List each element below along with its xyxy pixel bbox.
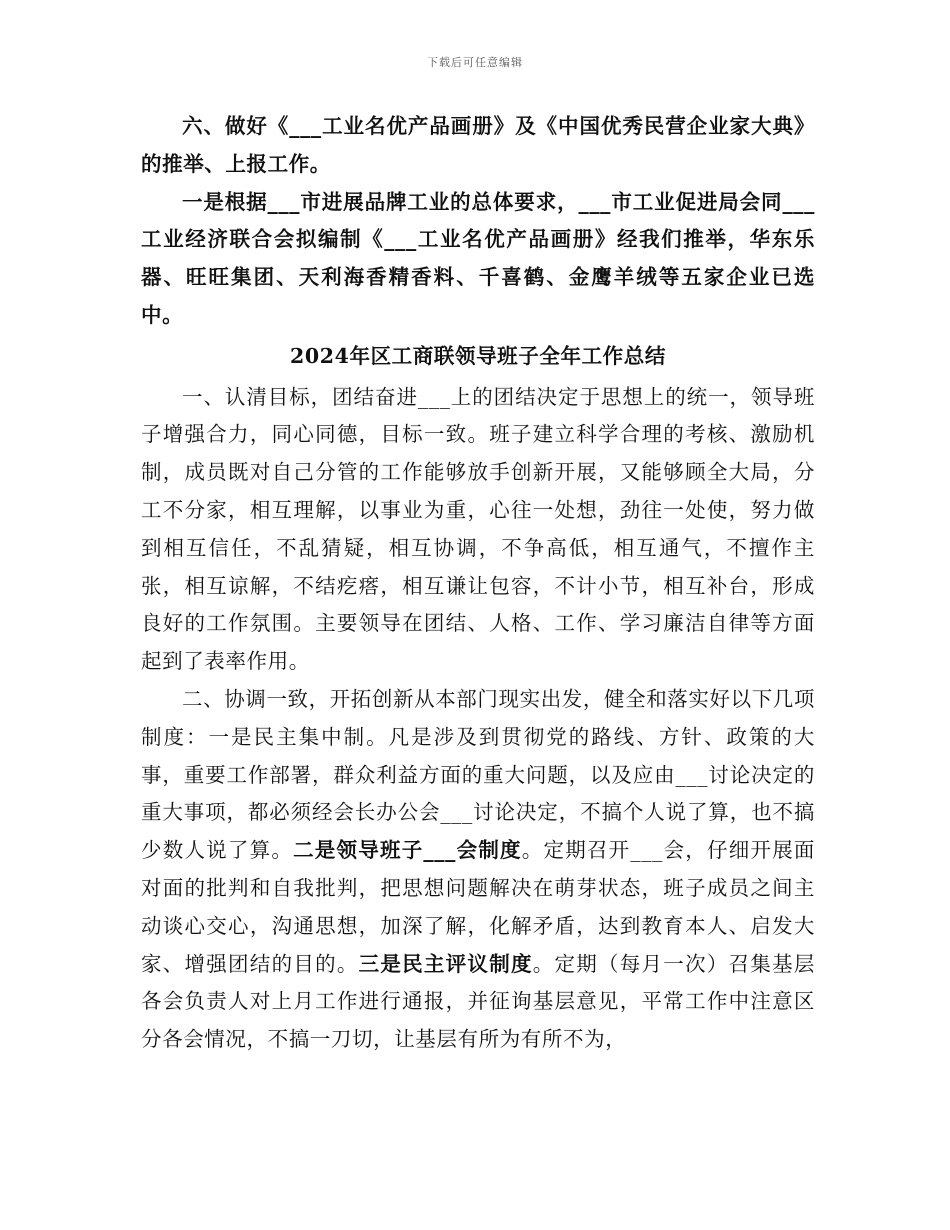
page-header: 下载后可任意编辑: [427, 56, 523, 69]
summary-title: 2024年区工商联领导班子全年工作总结: [290, 343, 666, 368]
paragraph-2-text-b: 。定期召开___会，仔细开展面对面的批判和自我批判，把思想问题解决在萌芽状态，班子成员之间主动谈心交心，沟通思想，加深了解，化解矛盾，达到教育本人、启发大家、增强团结的目的。: [141, 838, 816, 976]
paragraph-2-text-a: 二、协调一致，开拓创新从本部门现实出发，健全和落实好以下几项制度：一是民主集中制。凡是涉及到贯彻党的路线、方针、政策的大事，重要工作部署，群众利益方面的重大问题，以及应由___讨论决定的重大事项，都必须经会长办公会___讨论决定，不搞个人说了算，也不搞少数人说了算。: [141, 686, 815, 863]
section-six-paragraph: 一是根据___市进展品牌工业的总体要求，___市工业促进局会同___工业经济联合会拟编制《___工业名优产品画册》经我们推举，华东乐器、旺旺集团、天利海香精香料、千喜鹤、金鹰羊绒等五家企业已选中。: [141, 189, 815, 327]
summary-paragraph-2: [141, 681, 815, 1059]
paragraph-2-text-c: 。定期（每月一次）召集基层各会负责人对上月工作进行通报，并征询基层意见，平常工作中注意区分各会情况，不搞一刀切，让基层有所为有所不为，: [141, 951, 815, 1052]
paragraph-2-bold-b: 三是民主评议制度: [358, 951, 533, 976]
summary-paragraph-1: 一、认清目标，团结奋进___上的团结决定于思想上的统一，领导班子增强合力，同心同德，目标一致。班子建立科学合理的考核、激励机制，成员既对自己分管的工作能够放手创新开展，又能够顾全大局，分工不分家，相互理解，以事业为重，心往一处想，劲往一处使，努力做到相互信任，不乱猜疑，相互协调，不争高低，相互通气，不擅作主张，相互谅解，不结疙瘩，相互谦让包容，不计小节，相互补台，形成良好的工作氛围。主要领导在团结、人格、工作、学习廉洁自律等方面起到了表率作用。: [141, 384, 815, 674]
paragraph-2-bold-a: 二是领导班子___会制度: [293, 838, 522, 863]
section-six-heading: 六、做好《___工业名优产品画册》及《中国优秀民营企业家大典》的推举、上报工作。: [141, 114, 815, 176]
document-body: [141, 108, 815, 1059]
